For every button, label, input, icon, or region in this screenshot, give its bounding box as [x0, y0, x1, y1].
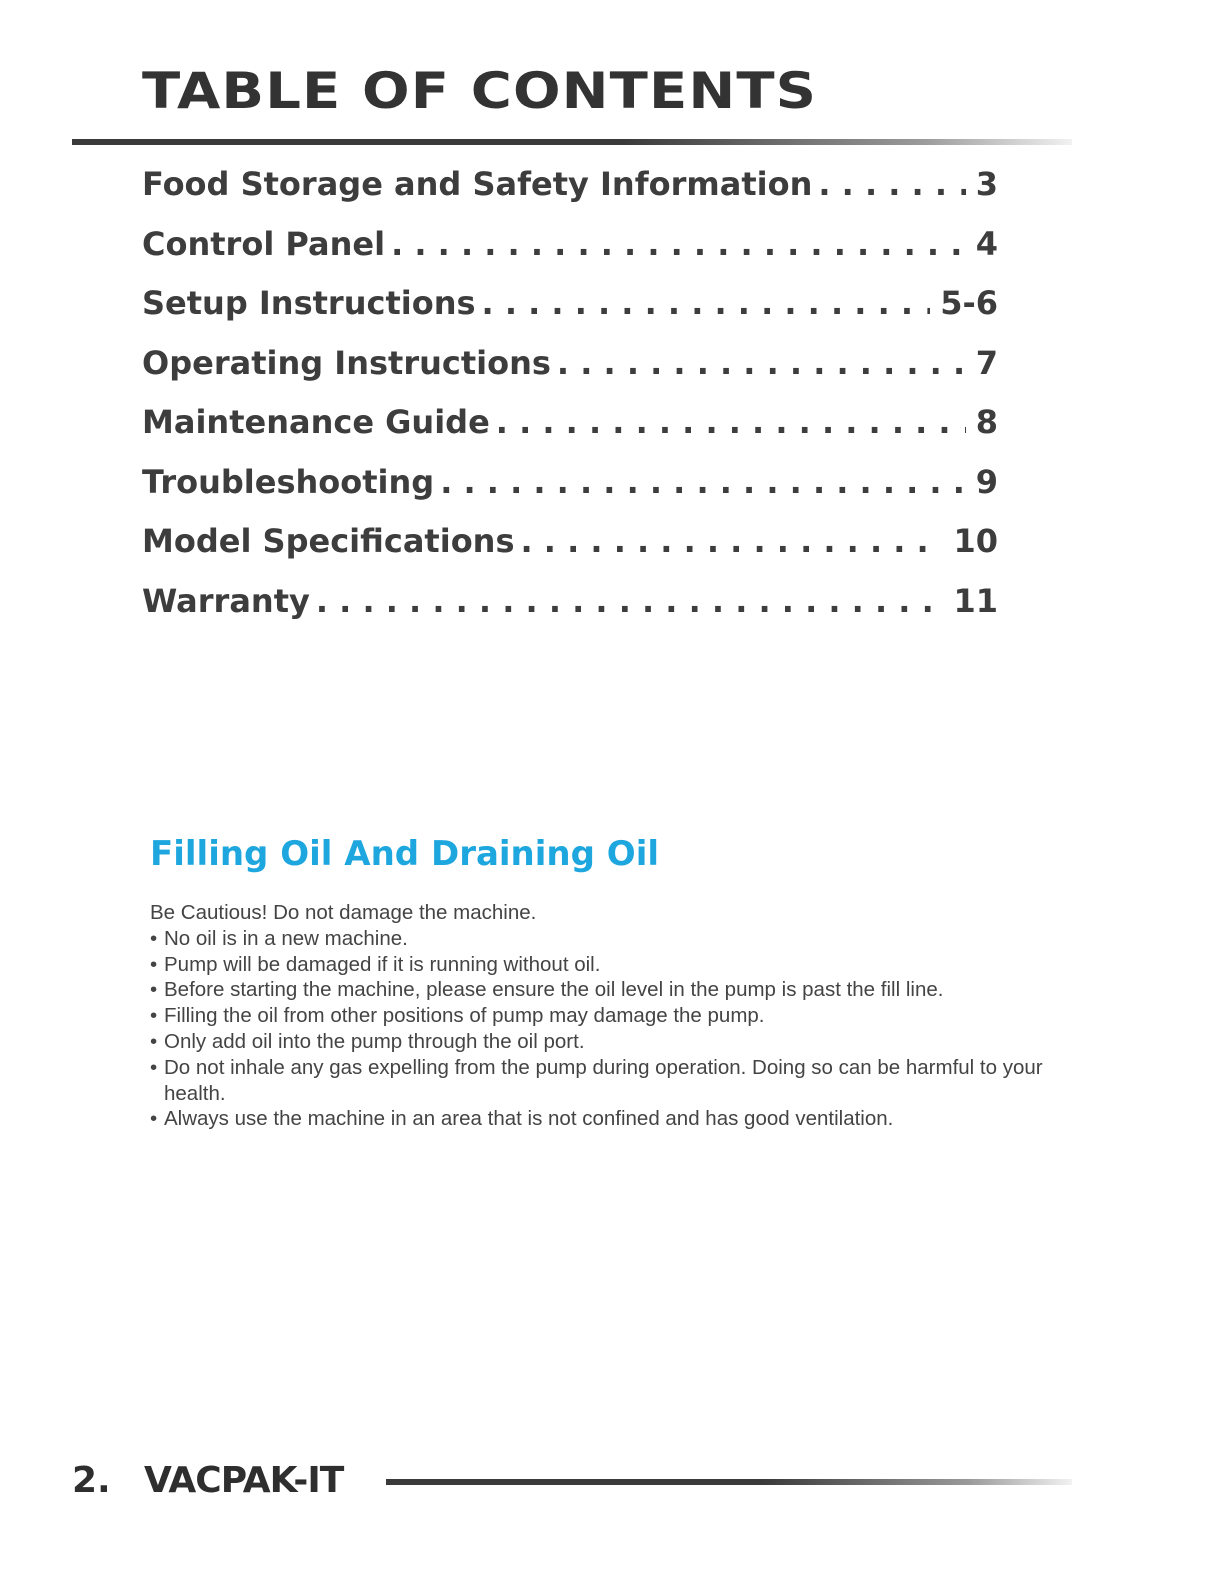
toc-dot-leader — [557, 344, 966, 382]
caution-item: • Filling the oil from other positions of pump may damage the pump. — [150, 1003, 1070, 1029]
toc-dot-leader — [316, 582, 944, 620]
toc-dot-leader — [440, 463, 966, 501]
toc-entry[interactable] — [142, 582, 998, 642]
caution-intro: Be Cautious! Do not damage the machine. — [150, 901, 537, 924]
caution-item: • Pump will be damaged if it is running without oil. — [150, 952, 1070, 978]
toc-entry-page: 4 — [975, 224, 998, 263]
toc-entry-page: 11 — [953, 581, 998, 620]
caution-item: • Only add oil into the pump through the oil port. — [150, 1029, 1070, 1055]
toc-entry-page: 3 — [975, 165, 998, 203]
toc-entry-label: Warranty — [142, 581, 310, 620]
toc-entry-page: 9 — [975, 462, 998, 501]
section-body — [150, 900, 1070, 1132]
toc-dot-leader — [496, 403, 966, 441]
section-heading: Filling Oil And Draining Oil — [150, 834, 660, 874]
toc-entry[interactable] — [142, 463, 998, 523]
toc-entry[interactable] — [142, 344, 998, 404]
toc-entry-page: 10 — [953, 522, 998, 560]
caution-item: • No oil is in a new machine. — [150, 926, 1070, 952]
toc-entry-label: Maintenance Guide — [142, 403, 490, 441]
toc-dot-leader — [482, 284, 931, 322]
toc-entry-page: 8 — [975, 403, 998, 441]
toc-entry[interactable] — [142, 165, 998, 225]
caution-item: • Before starting the machine, please ensure the oil level in the pump is past the fill line. — [150, 977, 1070, 1003]
toc-entry[interactable] — [142, 522, 998, 582]
title-divider — [72, 139, 1072, 145]
toc-entry-label: Food Storage and Safety Information — [142, 165, 813, 203]
footer-brand-logo: VACPAK-IT — [144, 1460, 344, 1501]
toc-entry-page: 5-6 — [940, 284, 998, 322]
toc-entry-label: Troubleshooting — [142, 462, 435, 501]
caution-list — [150, 926, 1070, 1132]
toc-entry-label: Operating Instructions — [142, 343, 551, 382]
toc-dot-leader — [818, 165, 965, 203]
toc-dot-leader — [391, 225, 966, 263]
footer-page-number: 2. — [72, 1460, 111, 1501]
footer-divider — [386, 1479, 1072, 1485]
toc-dot-leader — [521, 522, 944, 560]
toc-entry-label: Model Specifications — [142, 522, 515, 560]
toc-entry-label: Setup Instructions — [142, 284, 476, 322]
table-of-contents — [142, 165, 998, 641]
toc-entry[interactable] — [142, 284, 998, 344]
caution-item: • Do not inhale any gas expelling from the pump during operation. Doing so can be harmful to your health. — [150, 1055, 1070, 1107]
toc-entry[interactable] — [142, 403, 998, 463]
caution-item: • Always use the machine in an area that is not confined and has good ventilation. — [150, 1106, 1070, 1132]
page-title: TABLE OF CONTENTS — [142, 62, 818, 120]
toc-entry-page: 7 — [975, 343, 998, 382]
toc-entry[interactable] — [142, 225, 998, 285]
toc-entry-label: Control Panel — [142, 224, 386, 263]
